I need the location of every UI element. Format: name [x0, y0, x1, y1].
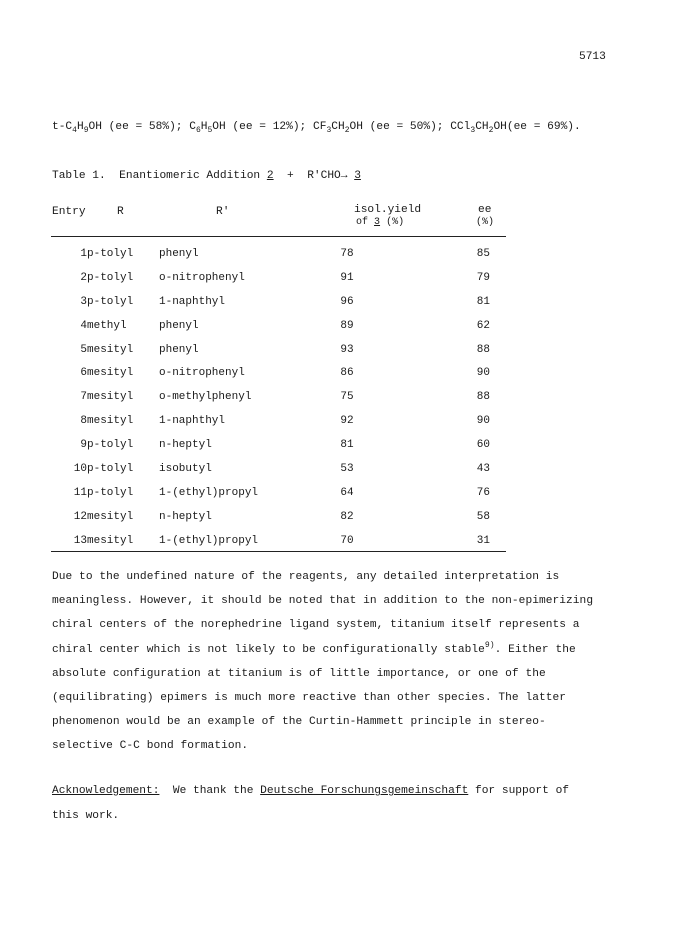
cell-r: mesityl [87, 510, 134, 523]
paragraph-line: chiral center which is not likely to be configurationally stable$^{9)}$. Either the [52, 640, 576, 656]
table-row [51, 242, 506, 266]
cell-yield: 92 [340, 415, 354, 428]
table-top-rule [51, 236, 506, 237]
cell-yield: 91 [340, 271, 354, 284]
reference-citation: 9) [484, 640, 495, 650]
cell-yield: 75 [340, 391, 354, 404]
aldehyde-reagent: R'CHO [307, 170, 341, 182]
cell-r-prime: o-nitrophenyl [159, 271, 245, 284]
cell-ee: 31 [476, 534, 490, 547]
cell-entry: 2 [80, 271, 87, 284]
cell-ee: 88 [476, 343, 490, 356]
paragraph-line: phenomenon would be an example of the Curtin-Hammett principle in stereo- [52, 716, 546, 729]
product-number: 3 [354, 170, 361, 182]
cell-yield: 82 [340, 510, 354, 523]
header-r: R [117, 206, 124, 218]
cell-r: p-tolyl [87, 462, 134, 475]
cell-r-prime: o-methylphenyl [159, 391, 252, 404]
cell-r: mesityl [87, 367, 134, 380]
cell-ee: 79 [476, 271, 490, 284]
data-table [51, 242, 506, 553]
cell-ee: 90 [476, 415, 490, 428]
table-row [51, 338, 506, 362]
table-row [51, 505, 506, 529]
cell-r: p-tolyl [87, 486, 134, 499]
table-row [51, 290, 506, 314]
cell-entry: 4 [80, 319, 87, 332]
table-row [51, 481, 506, 505]
table-row [51, 314, 506, 338]
cell-yield: 89 [340, 319, 354, 332]
cell-r: p-tolyl [87, 295, 134, 308]
table-row [51, 529, 506, 553]
reaction-arrow: → [340, 170, 348, 182]
paragraph-line: chiral centers of the norephedrine ligand system, titanium itself represents a [52, 619, 580, 632]
plus-sign: + [287, 170, 294, 182]
paragraph-line: (equilibrating) epimers is much more reactive than other species. The latter [52, 692, 567, 705]
cell-r-prime: 1-(ethyl)propyl [159, 534, 259, 547]
cell-yield: 81 [340, 439, 354, 452]
cell-entry: 11 [73, 486, 87, 499]
cell-yield: 70 [340, 534, 354, 547]
table-row [51, 457, 506, 481]
cell-entry: 7 [80, 391, 87, 404]
header-yield-line2: of 3 (%) [356, 217, 405, 228]
cell-yield: 93 [340, 343, 354, 356]
cell-entry: 3 [80, 295, 87, 308]
trifluoroethanol-formula: $CF_3CH_2OH$ (ee = 50%); [313, 121, 444, 135]
cell-r: p-tolyl [87, 439, 134, 452]
cell-r-prime: n-heptyl [159, 510, 212, 523]
cell-entry: 1 [80, 247, 87, 260]
table-label: Table 1. [52, 170, 106, 182]
cell-ee: 62 [476, 319, 490, 332]
table-bottom-rule [51, 551, 506, 552]
paragraph-line: Due to the undefined nature of the reagents, any detailed interpretation is [52, 571, 560, 583]
cell-r: mesityl [87, 415, 134, 428]
header-r-prime: R' [216, 206, 230, 218]
paragraph-line: absolute configuration at titanium is of little importance, or one of the [52, 667, 546, 680]
header-entry: Entry [52, 206, 86, 218]
table-row [51, 361, 506, 385]
funding-organization: Deutsche Forschungsgemeinschaft [260, 785, 469, 797]
trichloroethanol-formula: $CCl_3CH_2OH(ee = 69\%)$. [450, 121, 581, 135]
cell-yield: 86 [340, 367, 354, 380]
cell-ee: 43 [476, 462, 490, 475]
cell-entry: 8 [80, 415, 87, 428]
table-caption [52, 170, 361, 182]
cell-entry: 5 [80, 343, 87, 356]
cell-r-prime: phenyl [159, 343, 199, 356]
table-row [51, 385, 506, 409]
formula-line [52, 121, 581, 133]
table-title: Enantiomeric Addition [119, 170, 261, 182]
reactant-number: 2 [266, 170, 274, 182]
cell-yield: 64 [340, 486, 354, 499]
cell-r-prime: 1-naphthyl [159, 295, 226, 308]
cell-r: p-tolyl [87, 271, 134, 284]
cell-yield: 53 [340, 462, 354, 475]
table-row [51, 409, 506, 433]
cell-r: methyl [87, 319, 127, 332]
header-yield-line1: isol.yield [354, 204, 422, 216]
table-body [51, 242, 506, 553]
page-number: 5713 [579, 51, 606, 63]
cell-r-prime: phenyl [159, 247, 199, 260]
cell-r-prime: n-heptyl [159, 439, 212, 452]
cell-yield: 78 [340, 247, 354, 260]
cell-r: p-tolyl [87, 247, 134, 260]
cell-ee: 76 [476, 486, 490, 499]
cell-r-prime: o-nitrophenyl [159, 367, 245, 380]
cell-ee: 85 [476, 247, 490, 260]
cell-r: mesityl [87, 391, 134, 404]
cell-ee: 90 [476, 367, 490, 380]
cell-entry: 12 [73, 510, 87, 523]
cell-entry: 13 [73, 534, 87, 547]
cell-r-prime: 1-naphthyl [159, 415, 226, 428]
header-ee-line2: (%) [476, 217, 495, 228]
cell-yield: 96 [340, 295, 354, 308]
cell-r-prime: 1-(ethyl)propyl [159, 486, 259, 499]
cell-ee: 58 [476, 510, 490, 523]
table-row [51, 266, 506, 290]
acknowledgement-label: Acknowledgement: [52, 785, 160, 797]
table-row [51, 433, 506, 457]
paragraph-line: selective C-C bond formation. [52, 740, 249, 753]
acknowledgement-line: Acknowledgement: We thank the Deutsche Forschungsgemeinschaft for support of [52, 785, 569, 797]
cell-entry: 9 [80, 439, 87, 452]
cell-r-prime: phenyl [159, 319, 199, 332]
t-butanol-formula: $t-C_4H_9OH$ (ee = 58%); [52, 121, 183, 135]
cell-r: mesityl [87, 343, 134, 356]
header-ee-line1: ee [478, 204, 492, 216]
cell-ee: 81 [476, 295, 490, 308]
cell-entry: 10 [73, 462, 87, 475]
cell-r: mesityl [87, 534, 134, 547]
cell-entry: 6 [80, 367, 87, 380]
phenol-formula: $C_6H_5OH$ (ee = 12%); [189, 121, 307, 135]
cell-r-prime: isobutyl [159, 462, 212, 475]
acknowledgement-line2: this work. [52, 810, 120, 822]
discussion-paragraph [52, 565, 652, 759]
cell-ee: 60 [476, 439, 490, 452]
cell-ee: 88 [476, 391, 490, 404]
paragraph-line: meaningless. However, it should be noted that in addition to the non-epimerizing [52, 595, 594, 608]
